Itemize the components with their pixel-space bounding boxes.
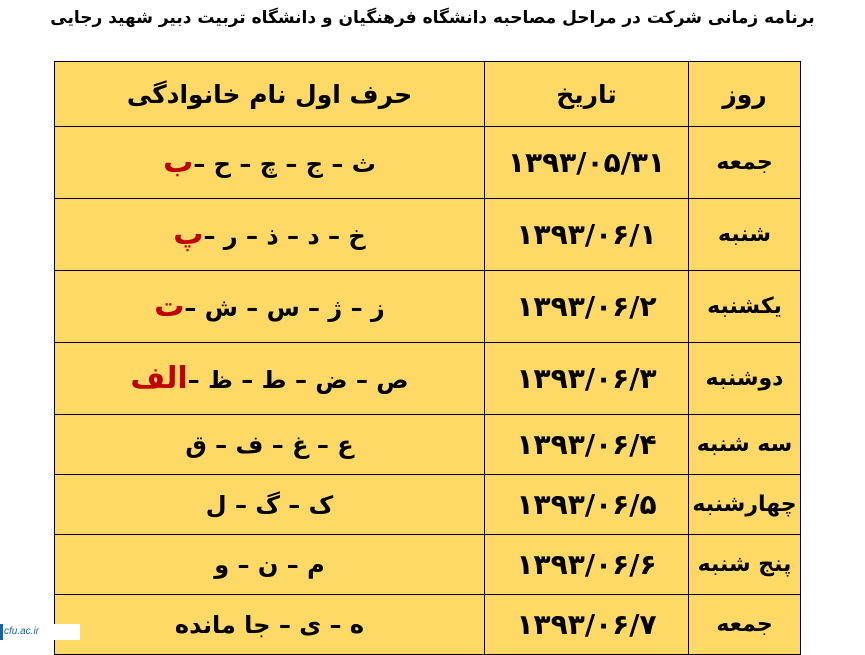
letters-cell: [55, 475, 485, 535]
table-row: [55, 535, 801, 595]
date-cell: ۱۳۹۳/۰۶/۵: [485, 475, 689, 535]
watermark-bar: [0, 624, 3, 640]
letters-cell: [55, 595, 485, 655]
letters-highlight: پ: [173, 217, 204, 252]
day-cell: یکشنبه: [689, 271, 801, 343]
date-cell: ۱۳۹۳/۰۶/۶: [485, 535, 689, 595]
interview-schedule-table: [54, 61, 801, 655]
table-row: [55, 475, 801, 535]
date-cell: ۱۳۹۳/۰۶/۱: [485, 199, 689, 271]
letters-cell: [55, 343, 485, 415]
table-row: [55, 271, 801, 343]
day-cell: پنج شنبه: [689, 535, 801, 595]
letters-highlight: ب: [163, 145, 194, 180]
date-cell: ۱۳۹۳/۰۶/۲: [485, 271, 689, 343]
day-cell: چهارشنبه: [689, 475, 801, 535]
letters-text: ص – ض – ط – ظ –: [187, 366, 409, 394]
date-cell: ۱۳۹۳/۰۶/۴: [485, 415, 689, 475]
day-cell: سه شنبه: [689, 415, 801, 475]
header-letters: حرف اول نام خانوادگی: [55, 62, 485, 127]
table-row: [55, 199, 801, 271]
watermark-text: cfu.ac.ir: [4, 626, 40, 637]
letters-text: ه – ی – جا مانده: [174, 610, 365, 639]
site-watermark: [0, 624, 80, 640]
letters-highlight: الف: [130, 361, 188, 396]
page-title: برنامه زمانی شرکت در مراحل مصاحبه دانشگاه فرهنگیان و دانشگاه تربیت دبیر شهید رجایی: [50, 8, 815, 28]
table-row: [55, 415, 801, 475]
table-header-row: [55, 62, 801, 127]
letters-text: م – ن – و: [214, 550, 325, 579]
table-row: [55, 127, 801, 199]
table-row: [55, 595, 801, 655]
letters-cell: [55, 199, 485, 271]
header-day: روز: [689, 62, 801, 127]
letters-cell: [55, 127, 485, 199]
letters-cell: [55, 271, 485, 343]
date-cell: ۱۳۹۳/۰۶/۷: [485, 595, 689, 655]
day-cell: شنبه: [689, 199, 801, 271]
date-cell: ۱۳۹۳/۰۵/۳۱: [485, 127, 689, 199]
header-date: تاریخ: [485, 62, 689, 127]
letters-text: ث – ج – چ – ح –: [193, 150, 376, 178]
day-cell: جمعه: [689, 127, 801, 199]
table-row: [55, 343, 801, 415]
letters-highlight: ت: [154, 289, 185, 324]
letters-text: ک – گ – ل: [205, 490, 334, 519]
letters-cell: [55, 415, 485, 475]
letters-text: خ – د – ذ – ر –: [203, 222, 366, 250]
day-cell: دوشنبه: [689, 343, 801, 415]
day-cell: جمعه: [689, 595, 801, 655]
date-cell: ۱۳۹۳/۰۶/۳: [485, 343, 689, 415]
letters-text: ز – ژ – س – ش –: [184, 294, 385, 322]
letters-text: ع – غ – ف – ق: [185, 430, 354, 459]
letters-cell: [55, 535, 485, 595]
